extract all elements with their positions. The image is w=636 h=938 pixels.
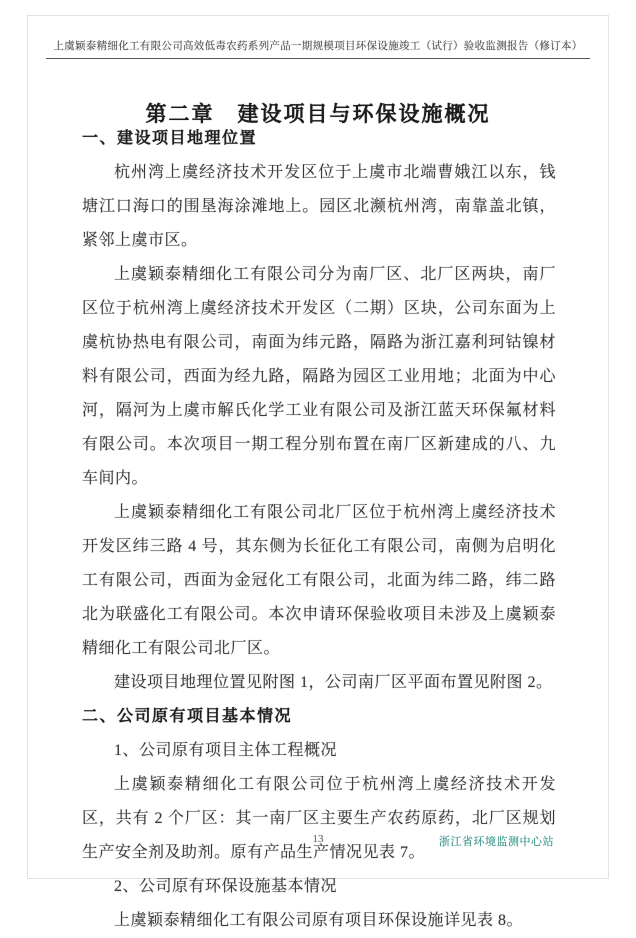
paragraph: 上虞颖泰精细化工有限公司分为南厂区、北厂区两块，南厂区位于杭州湾上虞经济技术开发区（二期）区块，公司东面为上虞杭协热电有限公司，南面为纬元路，隔路为浙江嘉利珂钴镍材料有限公司，西面为经九路，隔路为园区工业用地；北面为中心河，隔河为上虞市解氏化学工业有限公司及浙江蓝天环保氟材料有限公司。本次项目一期工程分别布置在南厂区新建成的八、九车间内。 xyxy=(82,266,556,487)
page-footer xyxy=(82,833,554,851)
paragraph: 上虞颖泰精细化工有限公司原有项目环保设施详见表 8。 xyxy=(114,912,524,929)
chapter-title: 第二章 建设项目与环保设施概况 xyxy=(145,102,491,127)
page-number: 13 xyxy=(312,833,324,845)
section-2-heading: 二、公司原有项目基本情况 xyxy=(82,708,293,725)
running-header: 上虞颖泰精细化工有限公司高效低毒农药系列产品一期规模项目环保设施竣工（试行）验收监测报告（修订本） xyxy=(46,38,590,59)
section-1-heading: 一、建设项目地理位置 xyxy=(82,130,258,147)
footer-organization: 浙江省环境监测中心站 xyxy=(439,836,554,848)
paragraph: 建设项目地理位置见附图 1，公司南厂区平面布置见附图 2。 xyxy=(114,674,553,691)
paragraph: 上虞颖泰精细化工有限公司北厂区位于杭州湾上虞经济技术开发区纬三路 4 号，其东侧为长征化工有限公司，南侧为启明化工有限公司，西面为金冠化工有限公司，北面为纬二路，纬二路北为联盛化工有限公司。本次申请环保验收项目未涉及上虞颖泰精细化工有限公司北厂区。 xyxy=(82,504,556,657)
subsection-item: 1、公司原有项目主体工程概况 xyxy=(114,742,338,759)
paragraph: 上虞颖泰精细化工有限公司位于杭州湾上虞经济技术开发区，共有 2 个厂区：其一南厂区主要生产农药原药，北厂区规划生产安全剂及助剂。原有产品生产情况见表 7。 xyxy=(82,776,556,861)
subsection-item: 2、公司原有环保设施基本情况 xyxy=(114,878,338,895)
paragraph: 杭州湾上虞经济技术开发区位于上虞市北端曹娥江以东，钱塘江口海口的围垦海涂滩地上。园区北濒杭州湾，南靠盖北镇，紧邻上虞市区。 xyxy=(82,164,556,249)
page-body xyxy=(82,122,556,938)
